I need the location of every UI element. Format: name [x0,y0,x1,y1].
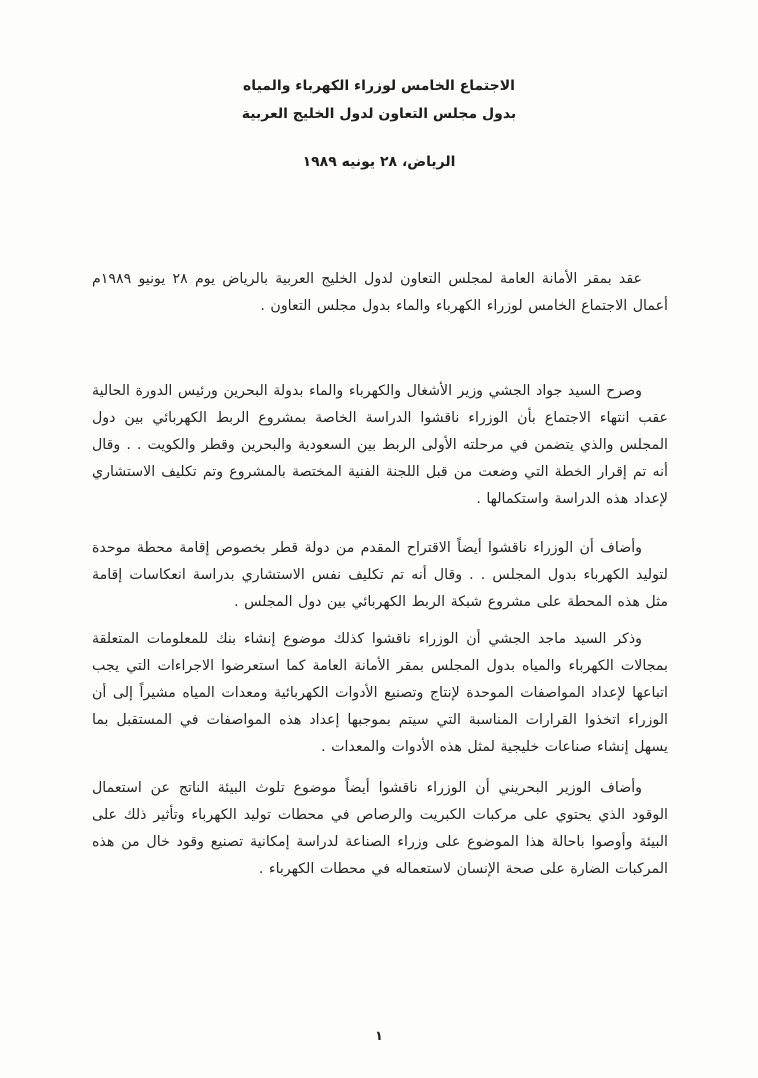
document-date: الرياض، ٢٨ يونيه ١٩٨٩ [302,154,456,170]
paragraph-information-bank: وذكر السيد ماجد الجشي أن الوزراء ناقشوا كذلك موضوع إنشاء بنك للمعلومات المتعلقة بمجالات الكهرباء والمياه بدول المجلس بمقر الأمانة العامة كما استعرضوا الاجراءات التي يجب اتباعها لإعداد المواصفات الموحدة لإنتاج وتصنيع الأدوات الكهربائية ومعدات المياه مشيراً إلى أن الوزراء اتخذوا القرارات المناسبة التي سيتم بموجبها إعداد هذه المواصفات في المستقبل بما يسهل إنشاء صناعات خليجية لمثل هذه الأدوات والمعدات . [92,631,668,755]
paragraph-qatar-proposal: وأضاف أن الوزراء ناقشوا أيضاً الاقتراح المقدم من دولة قطر بخصوص إقامة محطة موحدة لتوليد الكهرباء بدول المجلس . . وقال أنه تم تكليف نفس الاستشاري بدراسة انعكاسات إقامة مثل هذه المحطة على مشروع شبكة الربط الكهربائي بين دول المجلس . [92,540,668,610]
page-footer [0,1025,758,1044]
paragraph-grid-project: وصرح السيد جواد الجشي وزير الأشغال والكهرباء والماء بدولة البحرين ورئيس الدورة الحالية عقب انتهاء الاجتماع بأن الوزراء ناقشوا الدراسة الخاصة بمشروع الربط الكهربائي بين دول المجلس والذي يتضمن في مرحلته الأولى الربط بين السعودية والبحرين وقطر والكويت . . وقال أنه تم إقرار الخطة التي وضعت من قبل اللجنة الفنية المختصة بالمشروع وتم تكليف الاستشاري لإعداد هذه الدراسة واستكمالها . [92,383,668,507]
document-title-line-2: بدول مجلس التعاون لدول الخليج العربية [241,106,517,122]
paragraph-pollution: وأضاف الوزير البحريني أن الوزراء ناقشوا أيضاً موضوع تلوث البيئة الناتج عن استعمال الوقود الذي يحتوي على مركبات الكبريت والرصاص في محطات توليد الكهرباء وتأثير ذلك على البيئة وأوصوا باحالة هذا الموضوع على وزراء الصناعة لدراسة إمكانية تصنيع وقود خال من هذه المركبات الضارة على صحة الإنسان لاستعماله في محطات الكهرباء . [92,780,668,877]
document-header [0,0,758,170]
document-body [0,266,758,883]
page-number: ١ [375,1029,383,1044]
document-title-line-1: الاجتماع الخامس لوزراء الكهرباء والمياه [243,78,515,94]
paragraph-opening: عقد بمقر الأمانة العامة لمجلس التعاون لدول الخليج العربية بالرياض يوم ٢٨ يونيو ١٩٨٩م أعمال الاجتماع الخامس لوزراء الكهرباء والماء بدول مجلس التعاون . [92,271,668,314]
